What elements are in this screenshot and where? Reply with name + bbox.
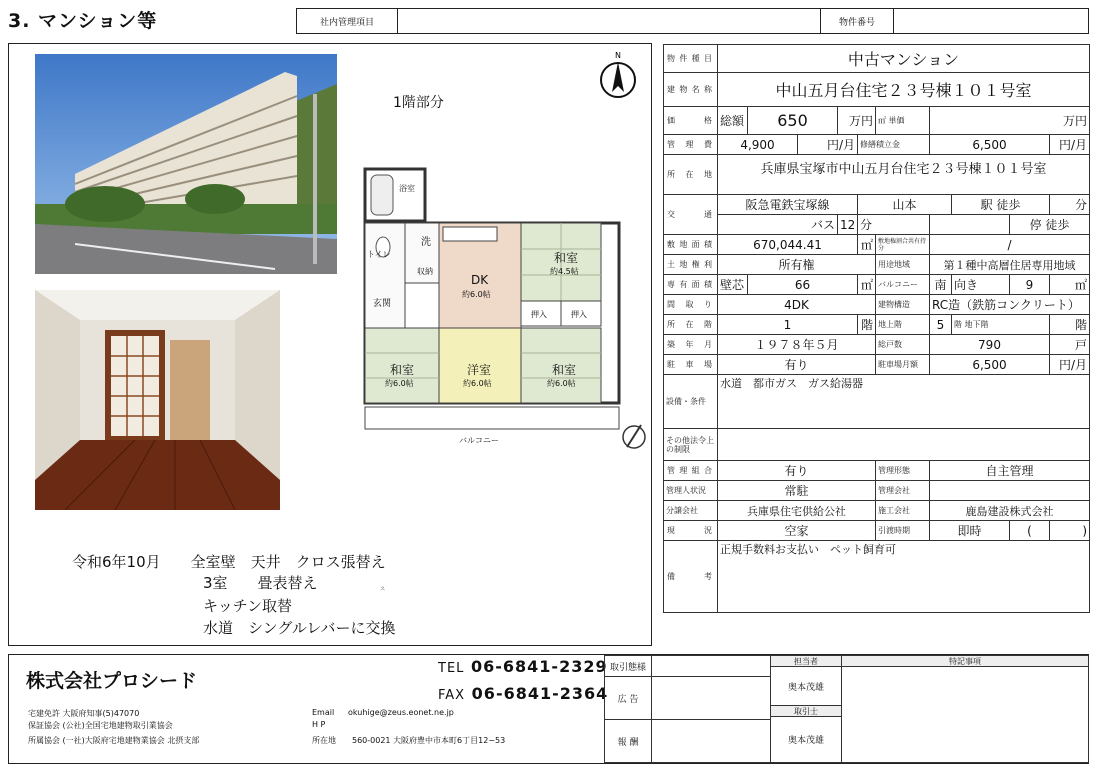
guarantee-text: 保証協会 (公社)全国宅地建物取引業協会 <box>28 721 173 730</box>
manager-value: 常駐 <box>718 481 876 501</box>
legal-restriction-value <box>718 429 1090 461</box>
type-label: 物件種目 <box>664 45 718 73</box>
mgmt-fee-label: 管理費 <box>664 135 718 155</box>
unit-price-unit: 万円 <box>930 107 1090 135</box>
fax: FAX 06-6841-2364 <box>438 684 609 703</box>
fp-washitsu-right: 和室 <box>552 363 577 377</box>
property-number-value <box>893 8 1089 34</box>
name-label: 建物名称 <box>664 73 718 107</box>
floorplan-compass-icon <box>621 421 647 455</box>
structure-value: RC造（鉄筋コンクリート） <box>930 295 1090 315</box>
name-value: 中山五月台住宅２３号棟１０１号室 <box>718 73 1090 107</box>
agent-value: 奥本茂雄 <box>770 716 842 763</box>
land-right-label: 土地権利 <box>664 255 718 275</box>
fp-oshiire-1: 押入 <box>531 310 547 319</box>
land-share-label: 敷地権割合共有持分 <box>876 235 930 255</box>
trade-mode-value <box>651 655 771 677</box>
fee-value <box>651 719 771 763</box>
balcony-direction: 南 <box>930 275 952 295</box>
parking-fee-unit: 円/月 <box>1050 355 1090 375</box>
fp-youshitsu-size: 約6.0帖 <box>463 379 492 388</box>
address-label: 所在地 <box>664 155 718 195</box>
renovation-line-1: 令和6年10月 全室壁 天井 クロス張替え <box>72 553 386 571</box>
fp-youshitsu: 洋室 <box>467 363 492 377</box>
fp-bath: 浴室 <box>399 184 415 193</box>
station-minute: 分 <box>1050 195 1090 215</box>
interior-photo <box>35 290 280 510</box>
parking-value: 有り <box>718 355 876 375</box>
office-address-value: 560-0021 大阪府豊中市本町6丁目12−53 <box>352 736 506 745</box>
repair-fund-value: 6,500 <box>930 135 1050 155</box>
handover-label: 引渡時期 <box>876 521 930 541</box>
units-unit: 戸 <box>1050 335 1090 355</box>
floor-value: 1 <box>718 315 858 335</box>
handover-value: 即時 <box>930 521 1010 541</box>
handover-paren-open: ( <box>1010 521 1050 541</box>
repair-fund-unit: 円/月 <box>1050 135 1090 155</box>
svg-text:N: N <box>615 51 621 60</box>
special-notes-value <box>841 666 1089 763</box>
total-label: 総額 <box>718 107 748 135</box>
fp-washitsu-right-size: 約6.0帖 <box>547 379 576 388</box>
fp-dk: DK <box>471 273 489 287</box>
bus-minute-unit: 分 <box>858 215 930 235</box>
remarks-value: 正規手数料お支払い ペット飼育可 <box>718 541 1090 613</box>
total-unit: 万円 <box>838 107 876 135</box>
land-share-value: / <box>930 235 1090 255</box>
fee-label: 報 酬 <box>604 719 652 763</box>
price-label: 価格 <box>664 107 718 135</box>
tel: TEL 06-6841-2329 <box>438 657 608 676</box>
land-area-label: 敷地面積 <box>664 235 718 255</box>
floor-area-label: 専有面積 <box>664 275 718 295</box>
below-ground-label: 階 地下階 <box>952 315 1050 335</box>
above-ground-value: 5 <box>930 315 952 335</box>
status-value: 空家 <box>718 521 876 541</box>
union-label: 管理組合 <box>664 461 718 481</box>
traffic-label: 交通 <box>664 195 718 235</box>
email-label: Email <box>312 708 335 717</box>
zoning-label: 用途地域 <box>876 255 930 275</box>
units-label: 総戸数 <box>876 335 930 355</box>
property-number-label: 物件番号 <box>820 8 894 34</box>
structure-label: 建物構造 <box>876 295 930 315</box>
wall-center-label: 壁芯 <box>718 275 748 295</box>
fp-toilet: トイレ <box>367 250 391 259</box>
balcony-label: バルコニー <box>876 275 930 295</box>
legal-restriction-label: その他法令上の制限 <box>664 429 718 461</box>
mgmt-form-label: 管理形態 <box>876 461 930 481</box>
equipment-value: 水道 都市ガス ガス給湯器 <box>718 375 1090 429</box>
balcony-area-unit: ㎡ <box>1050 275 1090 295</box>
renovation-line-4: 水道 シングルレバーに交換 <box>203 619 396 637</box>
builder-value: 鹿島建設株式会社 <box>930 501 1090 521</box>
builder-label: 施工会社 <box>876 501 930 521</box>
handover-paren-close: ) <box>1050 521 1090 541</box>
fp-washitsu-top-size: 約4.5帖 <box>550 267 579 276</box>
parking-fee-label: 駐車場月額 <box>876 355 930 375</box>
renovation-line-3: キッチン取替 <box>203 597 292 615</box>
company-name: 株式会社プロシード <box>26 670 198 692</box>
manager-label: 管理人状況 <box>664 481 718 501</box>
floor-label-cell: 所在階 <box>664 315 718 335</box>
fp-storage: 収納 <box>417 267 433 276</box>
mgmt-item-label: 社内管理項目 <box>296 8 398 34</box>
stray-mark: ㇲ <box>379 584 386 592</box>
bus-label: バス <box>718 215 838 235</box>
railway-line: 阪急電鉄宝塚線 <box>718 195 858 215</box>
land-right-value: 所有権 <box>718 255 876 275</box>
address-value: 兵庫県宝塚市中山五月台住宅２３号棟１０１号室 <box>718 155 1090 195</box>
north-arrow-icon <box>597 50 639 104</box>
balcony-area: 9 <box>1010 275 1050 295</box>
union-value: 有り <box>718 461 876 481</box>
page-title: 3. マンション等 <box>8 10 158 32</box>
floor-area-unit: ㎡ <box>858 275 876 295</box>
parking-label: 駐車場 <box>664 355 718 375</box>
type-value: 中古マンション <box>718 45 1090 73</box>
mgmt-fee-value: 4,900 <box>718 135 798 155</box>
mgmt-form-value: 自主管理 <box>930 461 1090 481</box>
fp-dk-size: 約6.0帖 <box>462 290 491 299</box>
built-value: １９７８年５月 <box>718 335 876 355</box>
mgmt-company-label: 管理会社 <box>876 481 930 501</box>
layout-label: 間取り <box>664 295 718 315</box>
bus-stop-walk: 停 徒歩 <box>1010 215 1090 235</box>
remarks-label: 備考 <box>664 541 718 613</box>
fp-balcony: バルコニー <box>459 436 499 445</box>
renovation-line-2: 3室 畳表替え <box>203 574 318 592</box>
units-value: 790 <box>930 335 1050 355</box>
floor-unit: 階 <box>858 315 876 335</box>
building-exterior-photo <box>35 54 337 274</box>
license-text: 宅建免許 大阪府知事(5)47070 <box>28 709 140 718</box>
floor-area-value: 66 <box>748 275 858 295</box>
floor-label: 1階部分 <box>393 95 444 111</box>
office-address-label: 所在地 <box>312 736 336 745</box>
parking-fee-value: 6,500 <box>930 355 1050 375</box>
equipment-label: 設備・条件 <box>664 375 718 429</box>
fp-washitsu-left: 和室 <box>390 363 415 377</box>
staff-value: 奥本茂雄 <box>770 666 842 706</box>
total-value: 650 <box>748 107 838 135</box>
mgmt-fee-unit: 円/月 <box>798 135 858 155</box>
fp-wash: 洗 <box>421 237 431 248</box>
unit-price-label: ㎡ 単価 <box>876 107 930 135</box>
bus-minutes: 12 <box>838 215 858 235</box>
fp-oshiire-2: 押入 <box>571 310 587 319</box>
fp-washitsu-left-size: 約6.0帖 <box>385 379 414 388</box>
property-details-table <box>663 44 1090 613</box>
agent-label: 取引士 <box>770 705 842 717</box>
fp-washitsu-top: 和室 <box>554 251 579 265</box>
ad-value <box>651 676 771 720</box>
hp-label: H P <box>312 720 326 729</box>
below-ground-unit: 階 <box>1050 315 1090 335</box>
mgmt-company-value <box>930 481 1090 501</box>
station-walk: 駅 徒歩 <box>952 195 1050 215</box>
status-label: 現況 <box>664 521 718 541</box>
station-name: 山本 <box>858 195 952 215</box>
facing-label: 向き <box>952 275 1010 295</box>
association-text: 所属協会 (一社)大阪府宅地建物業協会 北摂支部 <box>28 736 200 745</box>
special-notes-label: 特記事項 <box>841 655 1089 667</box>
layout-value: 4DK <box>718 295 876 315</box>
ad-label: 広 告 <box>604 676 652 720</box>
seller-value: 兵庫県住宅供給公社 <box>718 501 876 521</box>
land-area-unit: ㎡ <box>858 235 876 255</box>
fp-entrance: 玄関 <box>373 299 392 309</box>
repair-fund-label: 修繕積立金 <box>858 135 930 155</box>
email-value: okuhige@zeus.eonet.ne.jp <box>348 708 454 717</box>
above-ground-label: 地上階 <box>876 315 930 335</box>
mgmt-item-value <box>397 8 821 34</box>
zoning-value: 第１種中高層住居専用地域 <box>930 255 1090 275</box>
floor-plan <box>359 163 650 459</box>
built-label: 築年月 <box>664 335 718 355</box>
land-area-value: 670,044.41 <box>718 235 858 255</box>
staff-label: 担当者 <box>770 655 842 667</box>
trade-mode-label: 取引態様 <box>604 655 652 677</box>
seller-label: 分譲会社 <box>664 501 718 521</box>
